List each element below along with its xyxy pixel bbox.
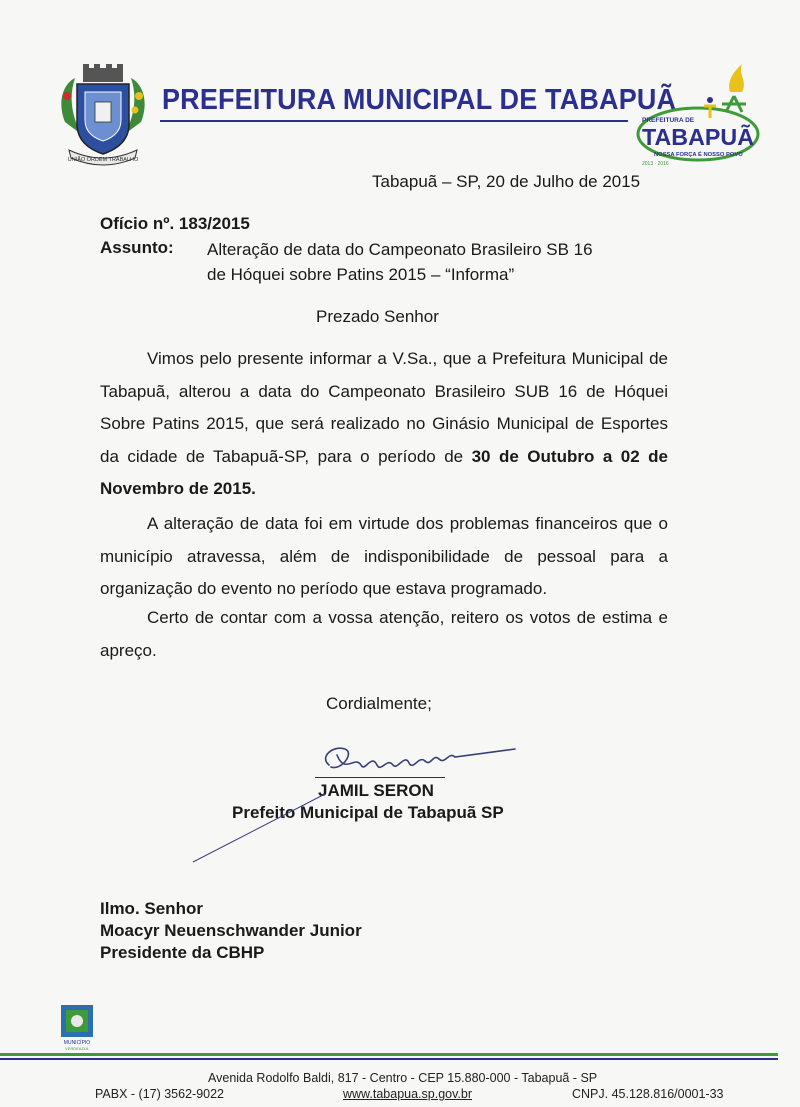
signer-name: JAMIL SERON [318,781,434,800]
assunto-text-line1: Alteração de data do Campeonato Brasileiro SB 16 [207,240,593,259]
municipio-verdeazul-seal [58,1003,96,1051]
svg-text:MUNICÍPIO: MUNICÍPIO [63,1040,91,1046]
svg-text:PREFEITURA DE: PREFEITURA DE [642,117,695,124]
body-paragraph-1 [100,343,668,506]
letterhead-title: PREFEITURA MUNICIPAL DE TABAPUÃ [162,84,677,116]
svg-text:UNIÃO ORDEM TRABALHO: UNIÃO ORDEM TRABALHO [67,157,139,163]
signature-line [315,777,445,778]
footer-phone: PABX - (17) 3562-9022 [95,1087,225,1101]
closing: Cordialmente; [326,694,432,713]
place-and-date: Tabapuã – SP, 20 de Julho de 2015 [372,172,641,191]
event-date-range: 30 de Outubro a 02 de Novembro de 2015. [100,446,668,498]
body-paragraph-2: A alteração de data foi em virtude dos problemas financeiros que o município atravessa, além de indisponibilidade de pessoal para a organização do evento no período que estava programado. [100,514,668,598]
assunto-text-line2: de Hóquei sobre Patins 2015 – “Informa” [207,265,515,284]
recipient-title: Presidente da CBHP [100,943,265,962]
svg-text:2013 · 2016: 2013 · 2016 [642,161,669,167]
svg-text:NOSSA FORÇA É NOSSO POVO: NOSSA FORÇA É NOSSO POVO [654,152,743,158]
letterhead-rule [160,120,628,122]
municipal-crest-logo [55,62,151,170]
svg-text:VERDEAZUL: VERDEAZUL [64,1046,90,1051]
signer-title: Prefeito Municipal de Tabapuã SP [232,803,504,822]
footer-website-link[interactable]: www.tabapua.sp.gov.br [343,1087,473,1101]
oficio-number: Ofício nº. 183/2015 [100,214,250,233]
recipient-name: Moacyr Neuenschwander Junior [100,921,362,940]
footer-rule-green [0,1053,778,1056]
recipient-honorific: Ilmo. Senhor [100,899,203,918]
footer-address: Avenida Rodolfo Baldi, 817 - Centro - CEP 15.880-000 - Tabapuã - SP [208,1071,598,1085]
tabapua-campaign-logo [630,62,760,172]
assunto-label: Assunto: [100,238,174,257]
footer-cnpj: CNPJ. 45.128.816/0001-33 [572,1087,724,1101]
pen-stroke-mark [185,790,335,870]
svg-text:TABAPUÃ: TABAPUÃ [642,124,753,150]
body-paragraph-1-text: Vimos pelo presente informar a V.Sa., que a Prefeitura Municipal de Tabapuã, alterou a data do Campeonato Brasileiro SUB 16 de Hóquei Sobre Patins 2015, que será realizado no Ginásio Municipal de Esportes da cidade de Tabapuã-SP, para o período de [100,349,668,466]
salutation: Prezado Senhor [316,307,439,326]
body-paragraph-3: Certo de contar com a vossa atenção, reitero os votos de estima e apreço. [100,608,668,660]
footer-rule-blue [0,1058,778,1060]
